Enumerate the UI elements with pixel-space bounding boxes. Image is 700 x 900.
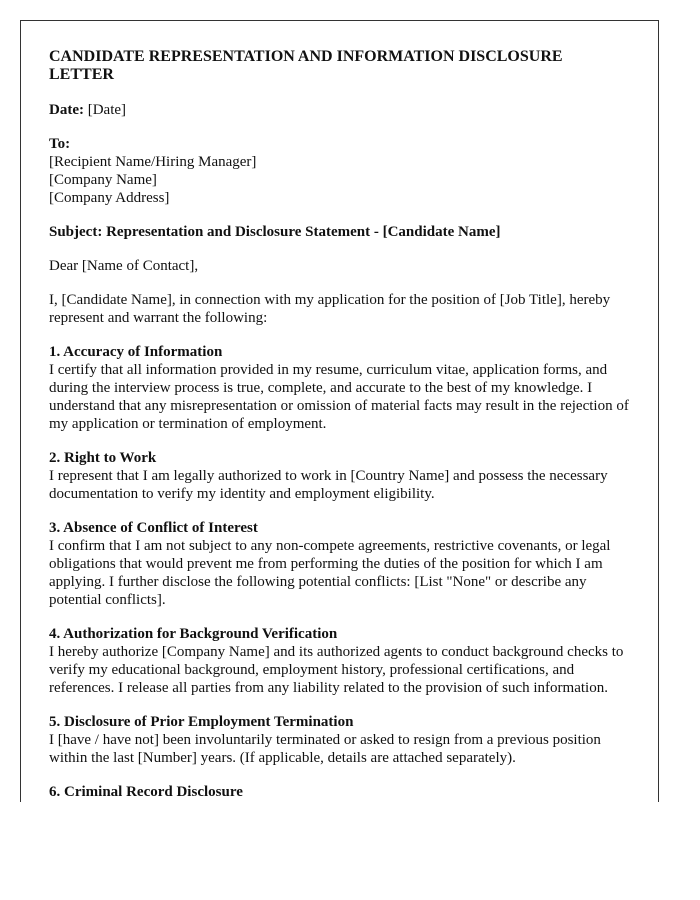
company-address: [Company Address] [49,190,170,206]
section-heading: 5. Disclosure of Prior Employment Termination [49,714,354,730]
recipient-block [49,135,630,207]
date-value: [Date] [87,102,127,118]
section-body: I hereby authorize [Company Name] and its authorized agents to conduct background checks to verify my educational background, employment history, professional certifications, and references. I release all parties from any liability related to the provision of such information. [49,644,624,696]
company-name: [Company Name] [49,172,157,188]
to-label: To: [49,136,71,152]
letter-title: CANDIDATE REPRESENTATION AND INFORMATION DISCLOSURE LETTER [49,48,563,83]
section-heading: 6. Criminal Record Disclosure [49,784,243,800]
letter-page [20,20,659,802]
section-heading: 2. Right to Work [49,450,157,466]
section-body: I confirm that I am not subject to any non-compete agreements, restrictive covenants, or legal obligations that would prevent me from performing the duties of the position for which I am applying. I further disclose the following potential conflicts: [List "None" or describe any potential conflicts]. [49,538,611,608]
section-heading: 4. Authorization for Background Verification [49,626,338,642]
section-4 [49,625,630,697]
section-body: I [have / have not] been involuntarily terminated or asked to resign from a previous position within the last [Number] years. (If applicable, details are attached separately). [49,732,601,766]
subject-line [49,223,630,241]
section-3 [49,519,630,609]
section-body: I represent that I am legally authorized to work in [Country Name] and possess the necessary documentation to verify my identity and employment eligibility. [49,468,608,502]
intro-paragraph: I, [Candidate Name], in connection with my application for the position of [Job Title], hereby represent and warrant the following: [49,292,611,326]
date-line [49,101,630,119]
section-heading: 1. Accuracy of Information [49,344,223,360]
date-label: Date: [49,102,84,118]
recipient-name: [Recipient Name/Hiring Manager] [49,154,257,170]
section-6 [49,783,630,801]
section-5 [49,713,630,767]
section-body: I certify that all information provided in my resume, curriculum vitae, application forms, and during the interview process is true, complete, and accurate to the best of my knowledge. I understand that any misrepresentation or omission of material facts may result in the rejection of my application or termination of employment. [49,362,629,432]
subject-text: Subject: Representation and Disclosure Statement - [Candidate Name] [49,224,501,240]
section-2 [49,449,630,503]
section-1 [49,343,630,433]
section-heading: 3. Absence of Conflict of Interest [49,520,258,536]
salutation: Dear [Name of Contact], [49,258,199,274]
